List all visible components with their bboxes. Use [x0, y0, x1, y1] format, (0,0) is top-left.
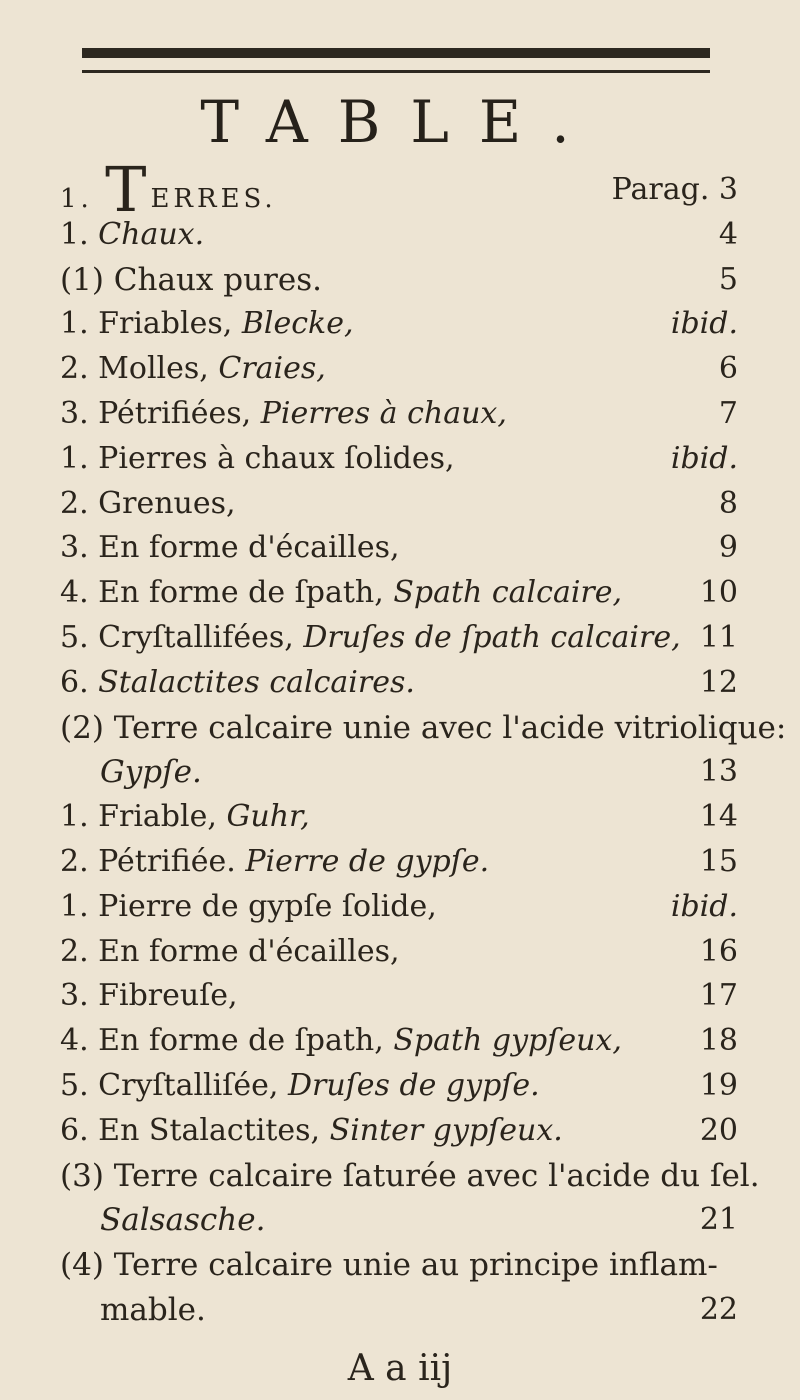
header-rest: ERRES. [150, 184, 277, 214]
entry-text: Cryſtalliſée, [98, 1068, 288, 1103]
entry-text: Pétrifiées, [98, 396, 261, 431]
entry-page: 12 [699, 665, 738, 700]
entry-num: 2. [60, 844, 89, 879]
toc-entry [0, 1245, 800, 1295]
toc-entry [0, 797, 800, 847]
entry-num: 4. [60, 1023, 89, 1058]
entry-num: 6. [60, 665, 89, 700]
toc-entry [0, 1021, 800, 1071]
toc-entry [0, 618, 800, 668]
signature-mark: A a iij [347, 1348, 453, 1389]
entry-page: 18 [699, 1023, 738, 1058]
entry-text: Grenues, [98, 486, 236, 521]
entry-num: 4. [60, 575, 89, 610]
entry-text: Friable, [98, 799, 227, 834]
entry-italic: Druſes de ſpath calcaire, [303, 620, 681, 655]
entry-italic: Druſes de gypſe. [287, 1068, 540, 1103]
entry-num: 3. [60, 978, 89, 1013]
entry-page: 9 [718, 530, 738, 565]
toc-entry [0, 932, 800, 982]
entry-num: 1. [60, 889, 89, 924]
entry-italic: Pierre de gypſe. [245, 844, 490, 879]
toc-entry [0, 260, 800, 310]
entry-page: 20 [699, 1113, 738, 1148]
entry-text: Terre calcaire unie au principe inflam- [113, 1247, 718, 1283]
entry-text: En forme de ſpath, [98, 575, 394, 610]
entry-italic: Sinter gypſeux. [329, 1113, 563, 1148]
entry-page: 22 [699, 1292, 738, 1327]
page-title: TABLE. [200, 88, 600, 156]
column-header-parag: Parag. 3 [611, 172, 738, 207]
entry-num: 1. [60, 441, 89, 476]
entry-page: 16 [699, 934, 738, 969]
entry-text: Pétrifiée. [98, 844, 246, 879]
entry-num: 2. [60, 486, 89, 521]
entry-italic: Chaux. [98, 217, 205, 252]
top-rule-thick [82, 48, 710, 58]
top-rule-thin [82, 70, 710, 73]
entry-text: Pierres à chaux ſolides, [98, 441, 455, 476]
entry-text: mable. [100, 1292, 206, 1328]
toc-entry [0, 349, 800, 399]
toc-entry [0, 1156, 800, 1206]
toc-entry [0, 976, 800, 1026]
entry-num: (2) [60, 710, 104, 746]
entry-text: Terre calcaire unie avec l'acide vitriolique: [113, 710, 787, 746]
entry-num: 1. [60, 306, 89, 341]
toc-entry [0, 708, 800, 758]
entry-text: Chaux pures. [113, 262, 322, 298]
toc-entry [0, 663, 800, 713]
entry-italic: Spath calcaire, [393, 575, 623, 610]
entry-page: 17 [699, 978, 738, 1013]
toc-entry [0, 1290, 800, 1340]
entry-page: 21 [699, 1202, 738, 1237]
entry-page: 8 [718, 486, 738, 521]
entry-page: 19 [699, 1068, 738, 1103]
entry-num: 5. [60, 620, 89, 655]
entry-page: ibid. [670, 889, 738, 924]
toc-entry [0, 1066, 800, 1116]
entry-text: En forme d'écailles, [98, 530, 400, 565]
section-header-row [0, 153, 800, 226]
toc-entry [0, 842, 800, 892]
entry-num: 3. [60, 396, 89, 431]
entry-text: Fibreuſe, [98, 978, 238, 1013]
entry-num: 2. [60, 351, 89, 386]
entry-italic: Spath gypſeux, [393, 1023, 622, 1058]
entry-num: (4) [60, 1247, 104, 1283]
entry-num: 2. [60, 934, 89, 969]
entry-italic: Craies, [218, 351, 326, 386]
entry-text: Cryſtallifées, [98, 620, 304, 655]
entry-page: 11 [699, 620, 738, 655]
entry-text: Terre calcaire ſaturée avec l'acide du ſel. [113, 1158, 760, 1194]
entry-num: 1. [60, 217, 89, 252]
entry-text: Molles, [98, 351, 219, 386]
entry-page: 6 [718, 351, 738, 386]
toc-entry [0, 573, 800, 623]
entry-text: En forme d'écailles, [98, 934, 400, 969]
entry-page: ibid. [670, 306, 738, 341]
toc-entry [0, 394, 800, 444]
entry-page: 7 [718, 396, 738, 431]
entry-italic: Gypſe. [100, 754, 202, 790]
entry-italic: Pierres à chaux, [260, 396, 507, 431]
entry-num: 3. [60, 530, 89, 565]
entry-text: Friables, [98, 306, 242, 341]
toc-entry [0, 752, 800, 802]
toc-entry [0, 215, 800, 265]
entry-page: 10 [699, 575, 738, 610]
toc-entry [0, 528, 800, 578]
entry-page: 15 [699, 844, 738, 879]
header-num: 1. [60, 184, 93, 214]
entry-text: En forme de ſpath, [98, 1023, 394, 1058]
entry-page: 4 [718, 217, 738, 252]
entry-num: 5. [60, 1068, 89, 1103]
entry-num: (1) [60, 262, 104, 298]
toc-entry [0, 1111, 800, 1161]
entry-num: (3) [60, 1158, 104, 1194]
entry-italic: Salsasche. [100, 1202, 266, 1238]
toc-entry [0, 304, 800, 354]
drop-initial: T [105, 153, 151, 226]
entry-page: 5 [718, 262, 738, 297]
entry-italic: Guhr, [226, 799, 310, 834]
entry-italic: Stalactites calcaires. [98, 665, 415, 700]
entry-italic: Blecke, [241, 306, 354, 341]
toc-entry [0, 887, 800, 937]
entry-text: Pierre de gypſe ſolide, [98, 889, 437, 924]
entry-page: ibid. [670, 441, 738, 476]
entry-num: 1. [60, 799, 89, 834]
toc-entry [0, 484, 800, 534]
entry-num: 6. [60, 1113, 89, 1148]
entry-text: En Stalactites, [98, 1113, 330, 1148]
entry-page: 14 [699, 799, 738, 834]
toc-entry [0, 1200, 800, 1250]
toc-entry [0, 439, 800, 489]
entry-page: 13 [699, 754, 738, 789]
